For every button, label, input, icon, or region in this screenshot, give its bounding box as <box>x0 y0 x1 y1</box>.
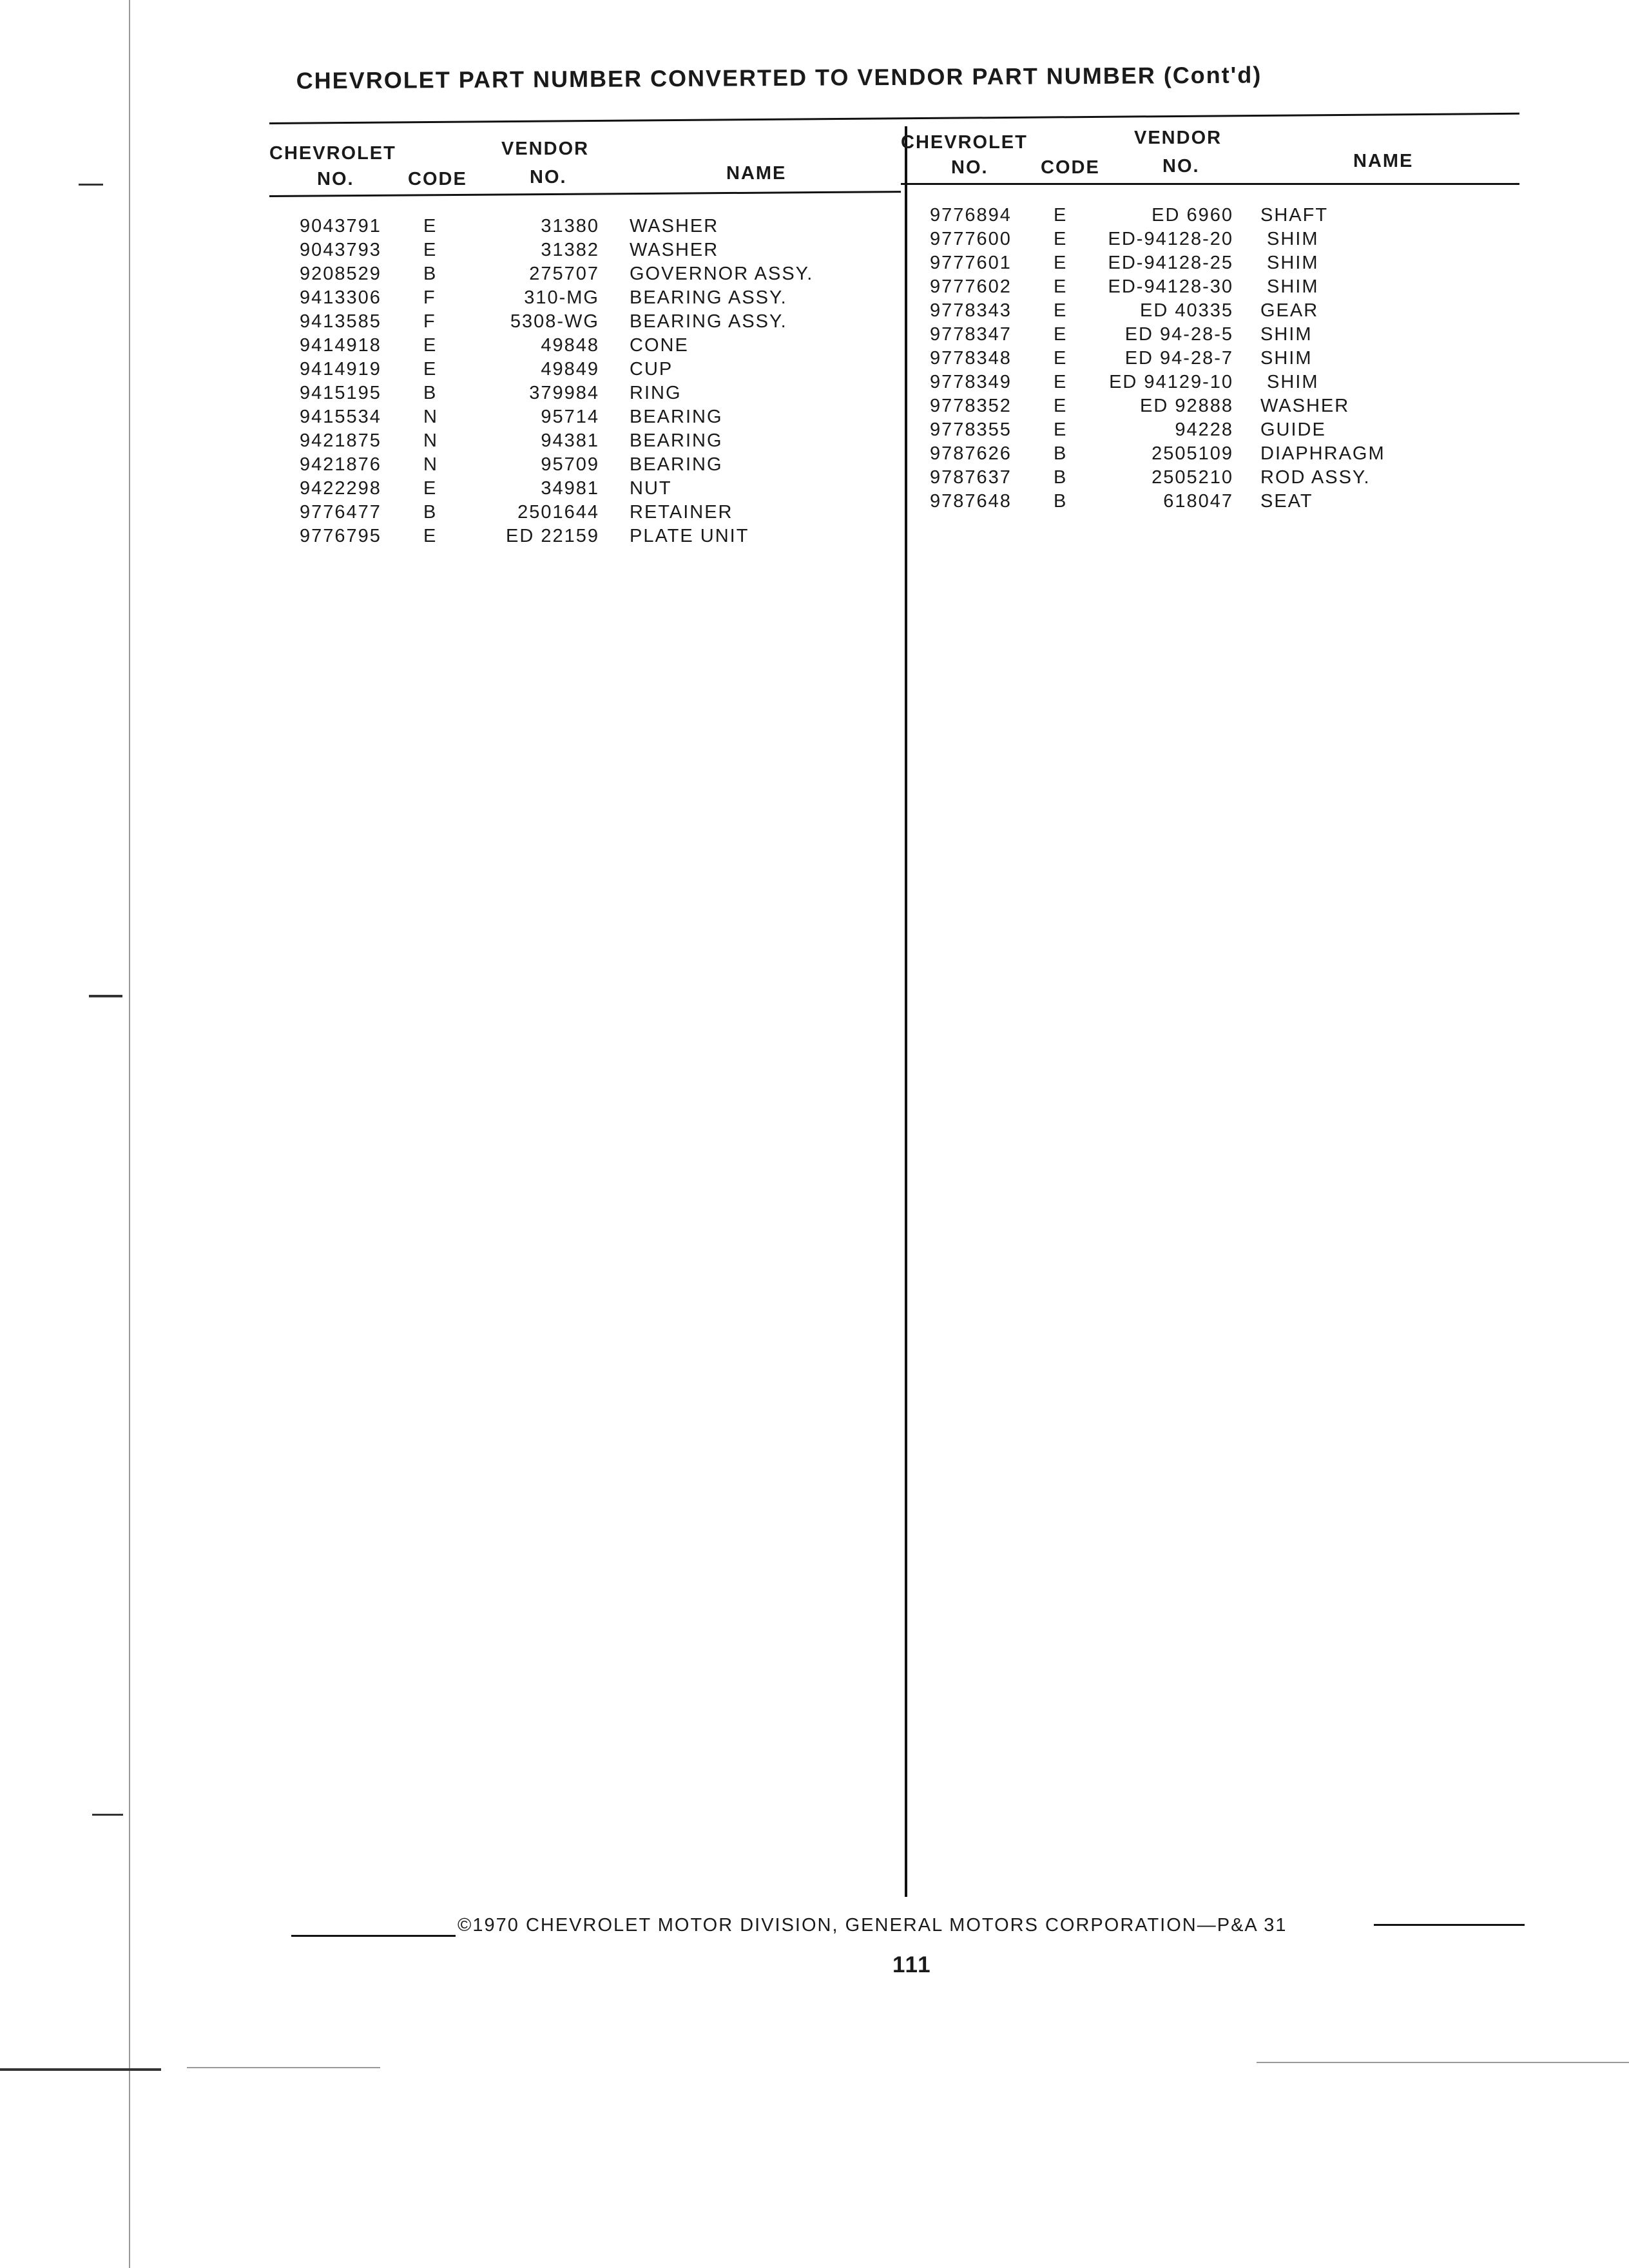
chevrolet-no: 9776894 <box>930 205 1012 226</box>
code: F <box>423 287 436 308</box>
code: E <box>1054 324 1068 345</box>
bottom-crop-line-left <box>0 2068 161 2071</box>
punch-mark-bottom <box>92 1814 123 1816</box>
part-name: WASHER <box>1260 396 1350 416</box>
chevrolet-no: 9422298 <box>300 478 381 499</box>
header-no: NO. <box>317 169 354 189</box>
vendor-no: 5308-WG <box>510 311 599 332</box>
code: B <box>423 502 438 523</box>
part-name: BEARING <box>630 407 723 427</box>
vendor-no: 2505109 <box>1152 443 1233 464</box>
header-vendor-no: NO. <box>1162 156 1200 177</box>
part-name: GUIDE <box>1260 419 1326 440</box>
part-name: CUP <box>630 359 673 380</box>
code: B <box>1054 443 1068 464</box>
part-name: BEARING <box>630 430 723 451</box>
vendor-no: ED 94-28-5 <box>1124 324 1233 345</box>
header-vendor: VENDOR <box>1134 128 1222 148</box>
vendor-no: ED 40335 <box>1140 300 1233 321</box>
code: E <box>1054 419 1068 440</box>
chevrolet-no: 9787637 <box>930 467 1012 488</box>
code: B <box>1054 491 1068 512</box>
vendor-no: 2501644 <box>517 502 599 523</box>
code: E <box>1054 372 1068 392</box>
vendor-no: 379984 <box>529 383 599 403</box>
column-divider <box>905 126 907 1897</box>
chevrolet-no: 9413585 <box>300 311 381 332</box>
vendor-no: 34981 <box>541 478 599 499</box>
header-no: NO. <box>951 157 988 178</box>
header-code: CODE <box>1041 157 1100 178</box>
binding-margin-line <box>129 0 130 2268</box>
part-name: WASHER <box>630 216 719 236</box>
chevrolet-no: 9208529 <box>300 264 381 284</box>
code: E <box>1054 300 1068 321</box>
chevrolet-no: 9421876 <box>300 454 381 475</box>
header-rule-left-bottom <box>269 191 901 197</box>
footer-rule-left <box>291 1935 456 1937</box>
vendor-no: 31380 <box>541 216 599 236</box>
vendor-no: 94381 <box>541 430 599 451</box>
chevrolet-no: 9414918 <box>300 335 381 356</box>
chevrolet-no: 9787626 <box>930 443 1012 464</box>
part-name: GEAR <box>1260 300 1319 321</box>
part-name: GOVERNOR ASSY. <box>630 264 814 284</box>
chevrolet-no: 9043791 <box>300 216 381 236</box>
vendor-no: 310-MG <box>524 287 599 308</box>
header-chevrolet: CHEVROLET <box>901 132 1028 153</box>
code: B <box>423 383 438 403</box>
vendor-no: ED-94128-30 <box>1108 276 1233 297</box>
bottom-crop-line-right <box>1257 2062 1629 2063</box>
chevrolet-no: 9777601 <box>930 253 1012 273</box>
part-name: CONE <box>630 335 689 356</box>
part-name: SHIM <box>1260 324 1313 345</box>
part-name: RETAINER <box>630 502 733 523</box>
part-name: SHIM <box>1260 348 1313 369</box>
part-name: PLATE UNIT <box>630 526 749 546</box>
header-name: NAME <box>726 163 787 184</box>
code: N <box>423 430 438 451</box>
vendor-no: 275707 <box>529 264 599 284</box>
part-name: SHIM <box>1267 276 1319 297</box>
vendor-no: ED 94-28-7 <box>1124 348 1233 369</box>
header-code: CODE <box>408 169 467 189</box>
code: N <box>423 407 438 427</box>
chevrolet-no: 9777600 <box>930 229 1012 249</box>
chevrolet-no: 9777602 <box>930 276 1012 297</box>
code: E <box>423 335 438 356</box>
punch-mark-top <box>79 184 103 186</box>
code: E <box>1054 396 1068 416</box>
code: E <box>423 240 438 260</box>
part-name: SHIM <box>1267 229 1319 249</box>
punch-mark-middle <box>89 995 122 997</box>
chevrolet-no: 9421875 <box>300 430 381 451</box>
chevrolet-no: 9787648 <box>930 491 1012 512</box>
part-name: SHAFT <box>1260 205 1329 226</box>
vendor-no: ED 22159 <box>506 526 599 546</box>
code: E <box>1054 205 1068 226</box>
vendor-no: ED 92888 <box>1140 396 1233 416</box>
code: E <box>1054 348 1068 369</box>
chevrolet-no: 9778348 <box>930 348 1012 369</box>
header-rule-top <box>269 113 1519 124</box>
code: E <box>423 216 438 236</box>
code: F <box>423 311 436 332</box>
page-title: CHEVROLET PART NUMBER CONVERTED TO VENDOR PART NUMBER (Cont'd) <box>296 61 1262 94</box>
part-name: NUT <box>630 478 672 499</box>
part-name: BEARING ASSY. <box>630 287 787 308</box>
part-name: ROD ASSY. <box>1260 467 1371 488</box>
code: B <box>423 264 438 284</box>
header-vendor: VENDOR <box>501 139 590 159</box>
vendor-no: 618047 <box>1163 491 1233 512</box>
part-name: SEAT <box>1260 491 1313 512</box>
chevrolet-no: 9778352 <box>930 396 1012 416</box>
part-name: BEARING <box>630 454 723 475</box>
footer-rule-right <box>1374 1924 1525 1926</box>
vendor-no: ED 6960 <box>1152 205 1233 226</box>
vendor-no: ED-94128-25 <box>1108 253 1233 273</box>
chevrolet-no: 9415534 <box>300 407 381 427</box>
part-name: WASHER <box>630 240 719 260</box>
chevrolet-no: 9776477 <box>300 502 381 523</box>
part-name: SHIM <box>1267 253 1319 273</box>
vendor-no: 95709 <box>541 454 599 475</box>
vendor-no: 95714 <box>541 407 599 427</box>
header-vendor-no: NO. <box>530 167 567 187</box>
header-rule-right-bottom <box>901 183 1519 185</box>
vendor-no: ED 94129-10 <box>1109 372 1233 392</box>
vendor-no: ED-94128-20 <box>1108 229 1233 249</box>
vendor-no: 2505210 <box>1152 467 1233 488</box>
chevrolet-no: 9415195 <box>300 383 381 403</box>
page-number: 111 <box>892 1952 932 1977</box>
chevrolet-no: 9778347 <box>930 324 1012 345</box>
chevrolet-no: 9414919 <box>300 359 381 380</box>
bottom-crop-line-mid <box>187 2067 380 2068</box>
code: E <box>423 478 438 499</box>
code: E <box>423 526 438 546</box>
vendor-no: 49848 <box>541 335 599 356</box>
chevrolet-no: 9413306 <box>300 287 381 308</box>
part-name: BEARING ASSY. <box>630 311 787 332</box>
code: E <box>423 359 438 380</box>
vendor-no: 94228 <box>1175 419 1233 440</box>
code: E <box>1054 253 1068 273</box>
header-chevrolet: CHEVROLET <box>269 143 396 164</box>
vendor-no: 49849 <box>541 359 599 380</box>
vendor-no: 31382 <box>541 240 599 260</box>
chevrolet-no: 9778343 <box>930 300 1012 321</box>
code: B <box>1054 467 1068 488</box>
chevrolet-no: 9776795 <box>300 526 381 546</box>
code: N <box>423 454 438 475</box>
chevrolet-no: 9778355 <box>930 419 1012 440</box>
part-name: RING <box>630 383 682 403</box>
copyright-footer: ©1970 CHEVROLET MOTOR DIVISION, GENERAL MOTORS CORPORATION—P&A 31 <box>458 1915 1287 1936</box>
part-name: DIAPHRAGM <box>1260 443 1385 464</box>
chevrolet-no: 9043793 <box>300 240 381 260</box>
chevrolet-no: 9778349 <box>930 372 1012 392</box>
code: E <box>1054 229 1068 249</box>
code: E <box>1054 276 1068 297</box>
header-name: NAME <box>1353 151 1414 171</box>
part-name: SHIM <box>1267 372 1319 392</box>
